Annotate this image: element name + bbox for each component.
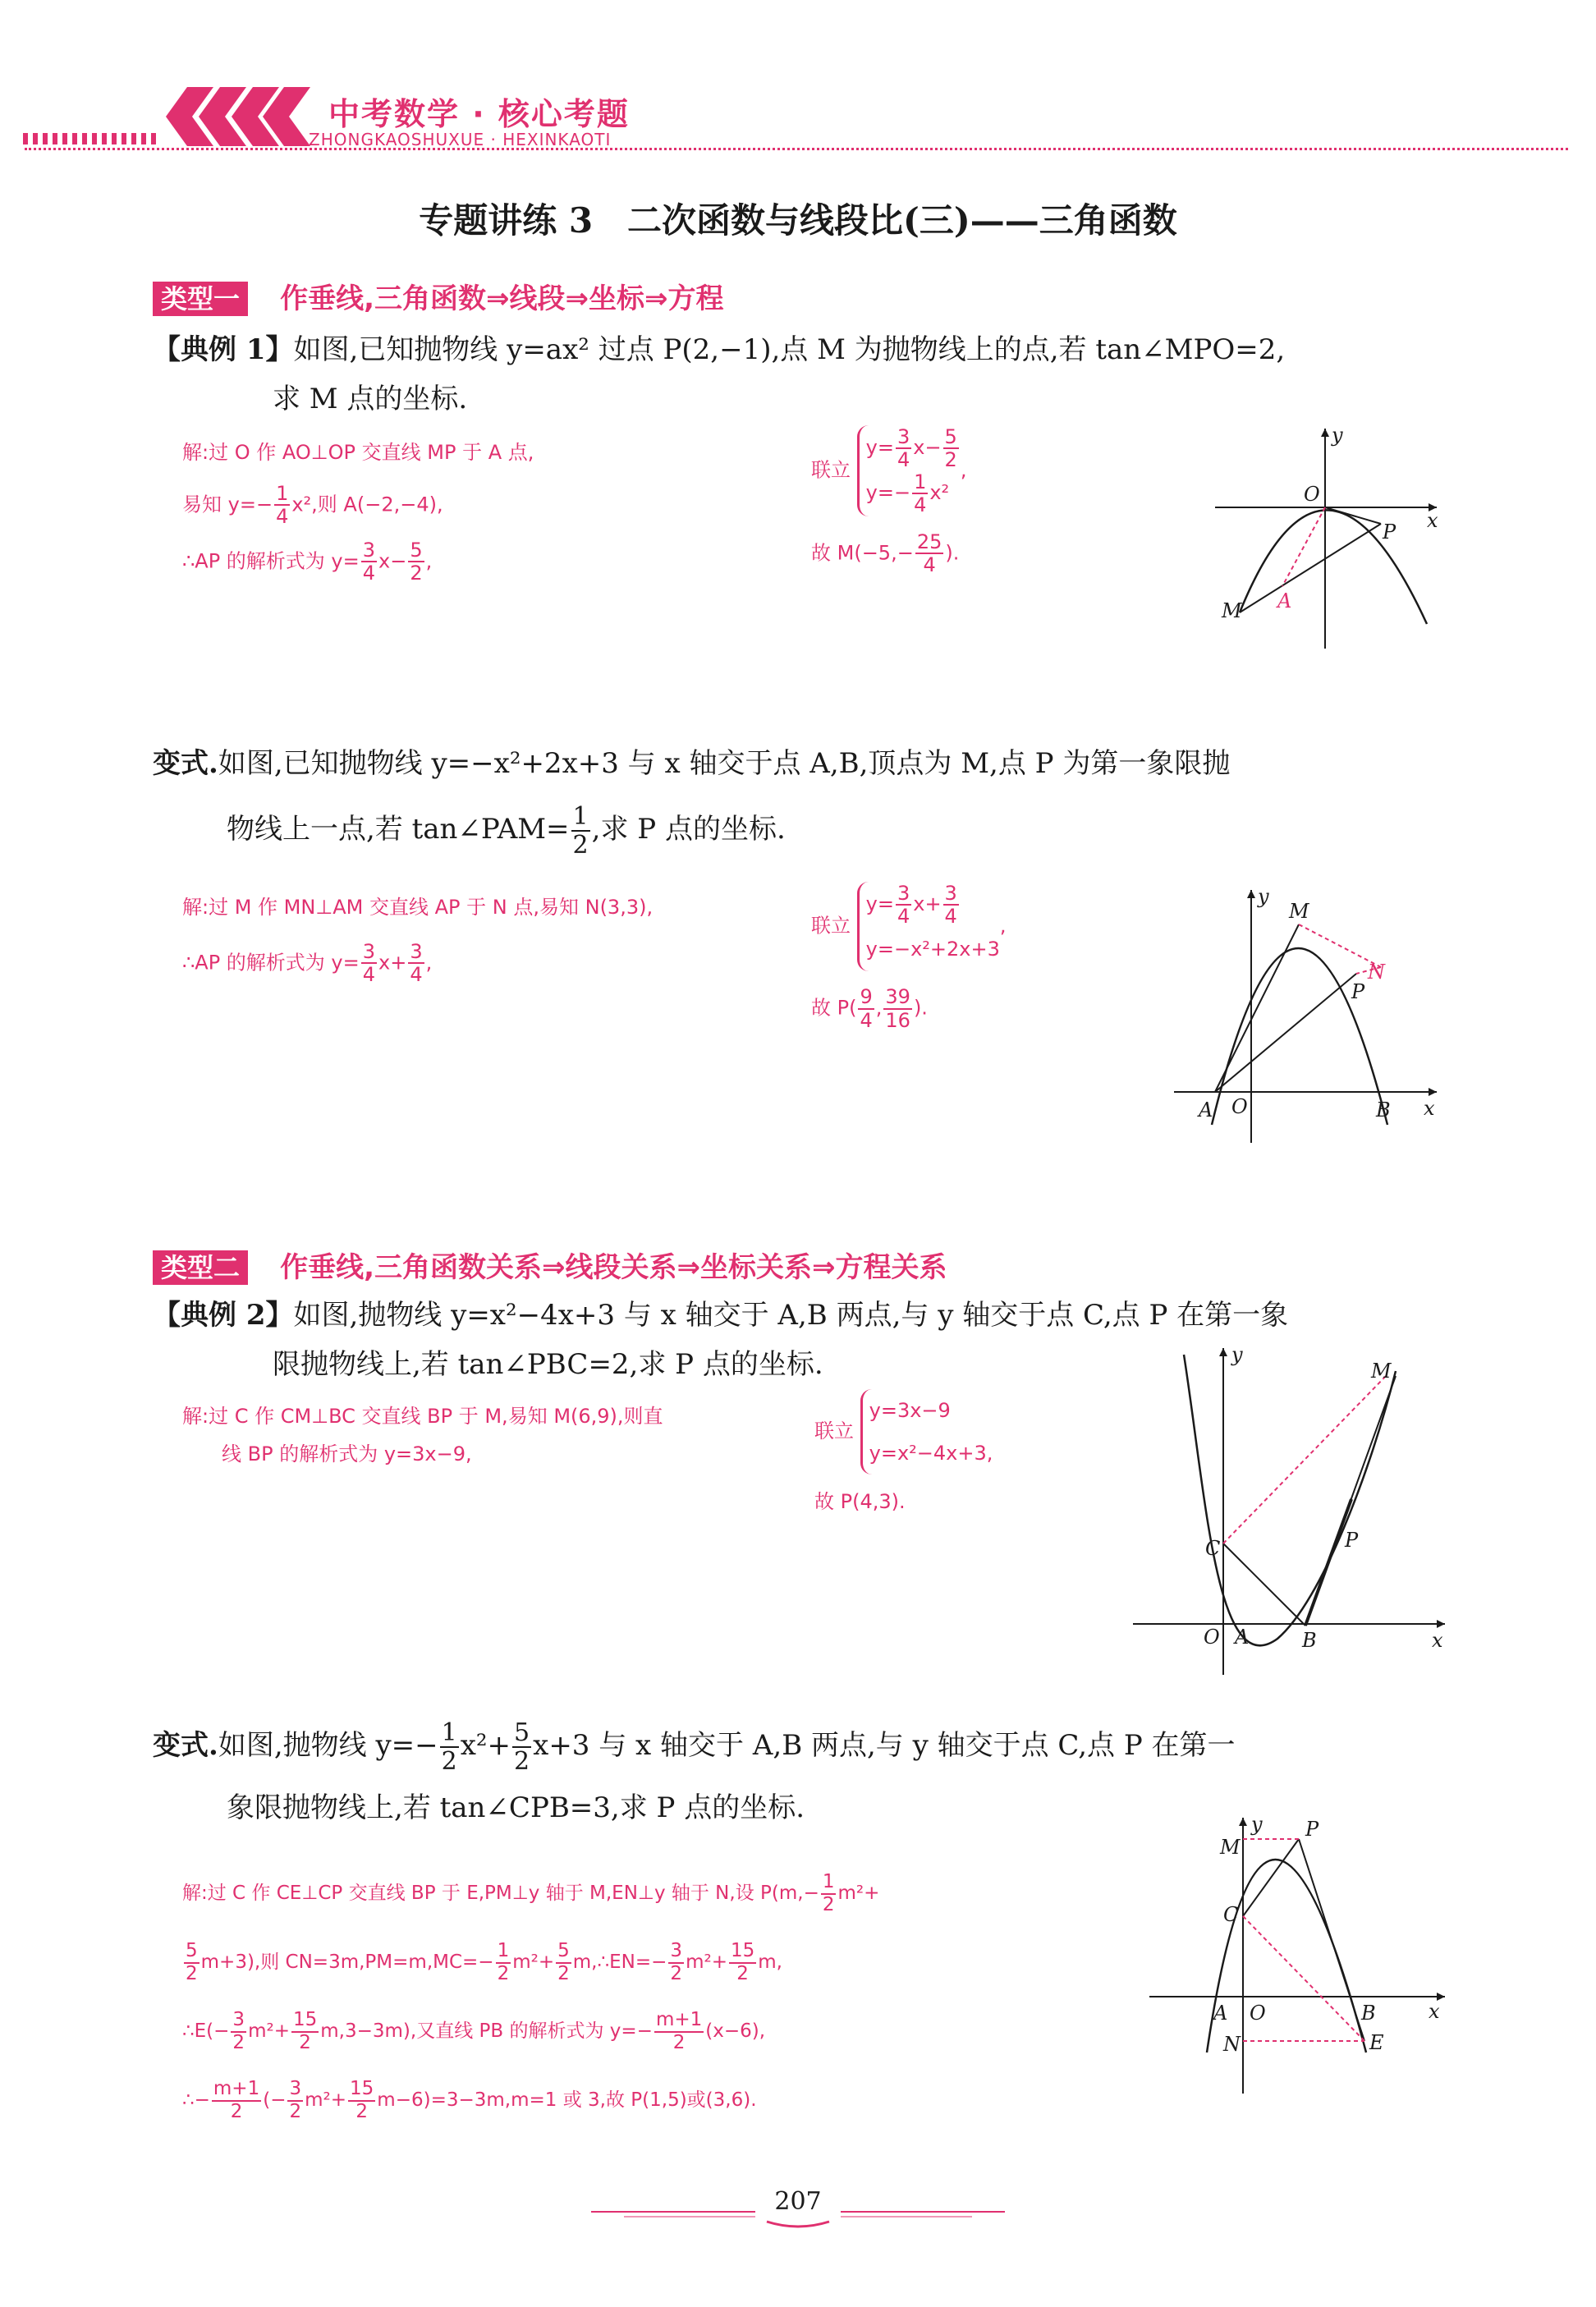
variant2-line2: 象限抛物线上,若 tan∠CPB=3,求 P 点的坐标. <box>227 1791 805 1824</box>
text: m+3),则 CN=3m,PM=m,MC=− <box>200 1952 494 1973</box>
text: , <box>875 996 883 1020</box>
fraction <box>729 1941 756 1984</box>
var2-sol-line2 <box>182 1939 879 1985</box>
denominator: 4 <box>914 493 927 517</box>
fraction <box>274 483 290 528</box>
text: x+ <box>913 892 942 915</box>
text: ∴E(− <box>182 2020 230 2042</box>
type1-heading <box>153 276 724 316</box>
ex2-answer: 故 P(4,3). <box>814 1490 906 1513</box>
example1-label: 【典例 1】 <box>153 333 294 366</box>
text: 如图,抛物线 y=− <box>218 1729 438 1762</box>
var2-sol-line3 <box>182 2008 879 2054</box>
fraction <box>212 2079 261 2122</box>
header-divider <box>25 148 1568 150</box>
numerator: 15 <box>729 1941 756 1963</box>
numerator: 3 <box>944 881 957 905</box>
numerator: m+1 <box>654 2010 704 2032</box>
example2-system <box>814 1389 993 1520</box>
numerator: 3 <box>668 1941 684 1963</box>
denominator: 4 <box>362 562 376 585</box>
text: ∴AP 的解析式为 y= <box>182 549 360 573</box>
denominator: 2 <box>514 1747 530 1776</box>
label-P: P <box>1305 1818 1319 1841</box>
fraction <box>912 471 928 516</box>
label-O: O <box>1231 1095 1248 1118</box>
axis-label-x: x <box>1427 509 1438 532</box>
denominator: 4 <box>860 1008 873 1032</box>
text: m²+ <box>305 2089 347 2111</box>
axis-label-x: x <box>1429 2000 1440 2023</box>
label-A: A <box>1277 589 1292 612</box>
fraction <box>361 539 377 585</box>
fraction <box>915 531 944 576</box>
text: 物线上一点,若 tan∠PAM= <box>227 813 570 846</box>
label-M: M <box>1222 599 1242 622</box>
text: 解:过 C 作 CE⊥CP 交直线 BP 于 E,PM⊥y 轴于 M,EN⊥y 轴于 N,设 P(m,− <box>182 1883 819 1904</box>
fraction <box>512 1719 531 1775</box>
text: m−6)=3−3m,m=1 或 3,故 P(1,5)或(3,6). <box>377 2089 757 2111</box>
variant1-line2 <box>153 803 1450 859</box>
figure-example1 <box>1207 419 1453 657</box>
fraction <box>361 941 377 986</box>
label-N: N <box>1223 2033 1241 2056</box>
denominator: 4 <box>897 448 910 471</box>
denominator: 4 <box>276 505 289 529</box>
fraction <box>348 2079 375 2122</box>
lianli-label: 联立 <box>811 458 851 482</box>
denominator: 2 <box>355 2100 368 2122</box>
denominator: 2 <box>572 831 589 860</box>
variant1-system: 联立 y= $\frac{3}{4}$ x+ $\frac{3}{4}$ y=−x²+2x+3 , 故 P( $\frac{9}{4}$ , $\frac{39}{16}$ ). <box>811 881 1007 1032</box>
chevron-stripes-icon <box>23 82 319 151</box>
axis-label-y: y <box>1251 1813 1263 1836</box>
numerator: 3 <box>410 940 423 963</box>
fraction <box>883 986 912 1031</box>
label-P: P <box>1345 1529 1359 1552</box>
fraction <box>896 426 911 471</box>
label-M: M <box>1289 900 1309 923</box>
example2-solution <box>182 1397 663 1473</box>
example1-system: 联立 y= $\frac{3}{4}$ x− $\frac{5}{2}$ y=− $\frac{1}{4}$ x² , 故 M(−5,− $\frac{25}{4}$ ). <box>811 424 967 577</box>
text: 故 P( <box>811 996 857 1020</box>
denominator: 4 <box>897 905 910 928</box>
text: (− <box>263 2089 287 2111</box>
text: x− <box>378 549 407 573</box>
header-decoration <box>23 82 319 151</box>
numerator: m+1 <box>212 2079 261 2101</box>
label-C: C <box>1223 1903 1239 1926</box>
numerator: 5 <box>556 1941 571 1963</box>
example1-question <box>153 325 1450 424</box>
text: ∴AP 的解析式为 y= <box>182 951 360 975</box>
text: x² <box>929 481 950 505</box>
fraction <box>231 2010 246 2053</box>
text: y= <box>865 892 894 915</box>
denominator: 4 <box>362 963 376 987</box>
text: ∴− <box>182 2089 210 2111</box>
denominator: 16 <box>885 1008 910 1032</box>
ex1-sol-line3 <box>182 539 534 585</box>
numerator: 3 <box>362 538 376 562</box>
variant2-label: 变式. <box>153 1729 218 1762</box>
label-A: A <box>1213 2002 1228 2025</box>
ex1-answer <box>811 531 966 576</box>
header-title: 中考数学 · 核心考题 <box>328 96 630 132</box>
example1-line2: 求 M 点的坐标. <box>273 383 468 415</box>
equation-system <box>857 425 961 516</box>
text: ). <box>913 996 928 1020</box>
var1-sol-line2 <box>182 941 653 986</box>
fraction <box>654 2010 704 2053</box>
fraction <box>440 1719 459 1775</box>
text: x− <box>913 436 942 459</box>
text: y= <box>865 436 894 459</box>
variant1-solution <box>182 888 653 986</box>
label-A: A <box>1199 1098 1213 1121</box>
page-title: 专题讲练 3 二次函数与线段比(三)——三角函数 <box>419 200 1177 241</box>
fraction <box>291 2010 319 2053</box>
text: x+3 与 x 轴交于 A,B 两点,与 y 轴交于点 C,点 P 在第一 <box>533 1729 1236 1762</box>
type2-heading <box>153 1245 947 1285</box>
fraction <box>408 941 424 986</box>
fraction <box>496 1941 511 1984</box>
numerator: 3 <box>231 2010 246 2032</box>
ex1-sol-line2 <box>182 483 534 528</box>
text: m²+ <box>686 1952 727 1973</box>
label-B: B <box>1376 1098 1391 1121</box>
denominator: 2 <box>497 1962 510 1984</box>
type1-text: 作垂线,三角函数⇒线段⇒坐标⇒方程 <box>280 282 724 315</box>
denominator: 2 <box>230 2100 243 2122</box>
denominator: 2 <box>289 2100 302 2122</box>
label-P: P <box>1351 980 1365 1003</box>
variant1-question <box>153 739 1450 859</box>
var2-sol-line1 <box>182 1870 879 1916</box>
numerator: 15 <box>291 2010 319 2032</box>
label-M: M <box>1371 1360 1392 1383</box>
text: x²,则 A(−2,−4), <box>291 493 443 516</box>
page-number: 207 <box>774 2187 822 2216</box>
numerator: 3 <box>897 881 910 905</box>
denominator: 2 <box>299 2031 311 2053</box>
lianli-label: 联立 <box>811 914 851 938</box>
label-A: A <box>1235 1626 1250 1649</box>
text: ,求 P 点的坐标. <box>591 813 786 846</box>
type1-tag: 类型一 <box>153 282 248 316</box>
var2-sol-line4 <box>182 2077 879 2123</box>
text: m,3−3m),又直线 PB 的解析式为 y=− <box>320 2020 653 2042</box>
numerator: 3 <box>897 424 910 448</box>
example2-line2: 限抛物线上,若 tan∠PBC=2,求 P 点的坐标. <box>273 1348 823 1381</box>
numerator: 5 <box>410 538 423 562</box>
denominator: 2 <box>441 1747 457 1776</box>
label-B: B <box>1302 1629 1317 1652</box>
fraction <box>943 883 959 928</box>
numerator: 3 <box>287 2079 303 2101</box>
numerator: 5 <box>184 1941 200 1963</box>
var1-answer <box>811 986 1007 1031</box>
example1-line1: 如图,已知抛物线 y=ax² 过点 P(2,−1),点 M 为抛物线上的点,若 tan∠MPO=2, <box>293 333 1286 366</box>
label-C: C <box>1205 1537 1221 1560</box>
axis-label-x: x <box>1432 1629 1443 1652</box>
text: m,∴EN=− <box>572 1952 667 1973</box>
denominator: 2 <box>944 448 957 471</box>
fraction <box>571 803 590 859</box>
denominator: 2 <box>186 1962 198 1984</box>
figure-example2 <box>1125 1338 1453 1683</box>
figure-variant2 <box>1141 1806 1453 2102</box>
text: , <box>425 549 433 573</box>
text: m²+ <box>512 1952 555 1973</box>
numerator: 3 <box>362 940 376 963</box>
equation <box>866 470 961 516</box>
text: m, <box>758 1952 782 1973</box>
variant1-label: 变式. <box>153 747 218 780</box>
fraction <box>896 883 911 928</box>
fraction <box>184 1941 200 1984</box>
numerator: 1 <box>572 802 589 831</box>
fraction <box>556 1941 571 1984</box>
ex2-sol-line2: 线 BP 的解析式为 y=3x−9, <box>222 1442 472 1465</box>
label-E: E <box>1369 2031 1384 2054</box>
equation <box>866 882 1000 927</box>
text: , <box>425 951 433 975</box>
ex1-sol-line1: 解:过 O 作 AO⊥OP 交直线 MP 于 A 点, <box>182 441 534 464</box>
text: m²+ <box>837 1883 880 1904</box>
label-M: M <box>1220 1836 1241 1859</box>
numerator: 1 <box>821 1872 837 1894</box>
denominator: 2 <box>232 2031 245 2053</box>
text: m²+ <box>248 2020 290 2042</box>
numerator: 9 <box>860 985 873 1009</box>
denominator: 2 <box>822 1893 835 1915</box>
denominator: 2 <box>672 2031 686 2053</box>
text: x²+ <box>460 1729 511 1762</box>
label-O: O <box>1204 1626 1220 1649</box>
fraction <box>408 539 424 585</box>
axis-label-x: x <box>1424 1097 1435 1120</box>
numerator: 1 <box>914 470 927 493</box>
text: y=− <box>865 481 911 505</box>
type2-text: 作垂线,三角函数关系⇒线段关系⇒坐标关系⇒方程关系 <box>280 1251 947 1284</box>
fraction <box>668 1941 684 1984</box>
type2-tag: 类型二 <box>153 1250 248 1285</box>
numerator: 5 <box>944 424 957 448</box>
denominator: 2 <box>557 1962 570 1984</box>
example2-label: 【典例 2】 <box>153 1299 294 1332</box>
equation: y=3x−9 <box>869 1399 951 1422</box>
axis-label-y: y <box>1231 1343 1243 1366</box>
denominator: 2 <box>736 1962 749 1984</box>
var1-sol-line1: 解:过 M 作 MN⊥AM 交直线 AP 于 N 点,易知 N(3,3), <box>182 896 654 919</box>
example2-line1: 如图,抛物线 y=x²−4x+3 与 x 轴交于 A,B 两点,与 y 轴交于点 C,点 P 在第一象 <box>293 1299 1289 1332</box>
example1-solution <box>182 433 534 585</box>
denominator: 4 <box>944 905 957 928</box>
label-P: P <box>1383 521 1396 543</box>
fraction <box>287 2079 303 2122</box>
numerator: 1 <box>496 1941 511 1963</box>
equation: y=x²−4x+3, <box>869 1442 993 1465</box>
text: 易知 y=− <box>182 493 273 516</box>
label-O: O <box>1304 483 1320 506</box>
fraction <box>821 1872 837 1915</box>
axis-label-y: y <box>1258 885 1269 908</box>
denominator: 4 <box>410 963 423 987</box>
numerator: 39 <box>885 985 910 1009</box>
figure-variant1 <box>1166 878 1445 1149</box>
lianli-label: 联立 <box>814 1420 854 1442</box>
fraction <box>858 986 874 1031</box>
label-B: B <box>1361 2002 1376 2025</box>
equation-system <box>860 1389 993 1475</box>
ex2-sol-line1: 解:过 C 作 CM⊥BC 交直线 BP 于 M,易知 M(6,9),则直 <box>182 1405 663 1428</box>
denominator: 2 <box>670 1962 683 1984</box>
numerator: 5 <box>514 1718 530 1747</box>
numerator: 1 <box>441 1718 457 1747</box>
variant1-line1: 如图,已知抛物线 y=−x²+2x+3 与 x 轴交于点 A,B,顶点为 M,点 P 为第一象限抛 <box>218 747 1231 780</box>
label-O: O <box>1250 2002 1266 2025</box>
text: 故 M(−5,− <box>811 541 914 565</box>
equation-system <box>857 882 1000 971</box>
axis-label-y: y <box>1332 424 1343 447</box>
label-N: N <box>1368 961 1385 984</box>
text: ). <box>945 541 960 565</box>
denominator: 2 <box>410 562 423 585</box>
equation: y=−x²+2x+3 <box>865 938 1000 961</box>
fraction <box>943 426 959 471</box>
variant2-solution <box>182 1870 879 2123</box>
numerator: 25 <box>916 530 942 553</box>
denominator: 4 <box>923 553 936 577</box>
text: x+ <box>378 951 407 975</box>
numerator: 1 <box>276 482 289 505</box>
text: (x−6), <box>705 2020 766 2042</box>
header-subtitle: ZHONGKAOSHUXUE · HEXINKAOTI <box>309 130 612 149</box>
numerator: 15 <box>348 2079 375 2101</box>
equation <box>866 425 961 470</box>
